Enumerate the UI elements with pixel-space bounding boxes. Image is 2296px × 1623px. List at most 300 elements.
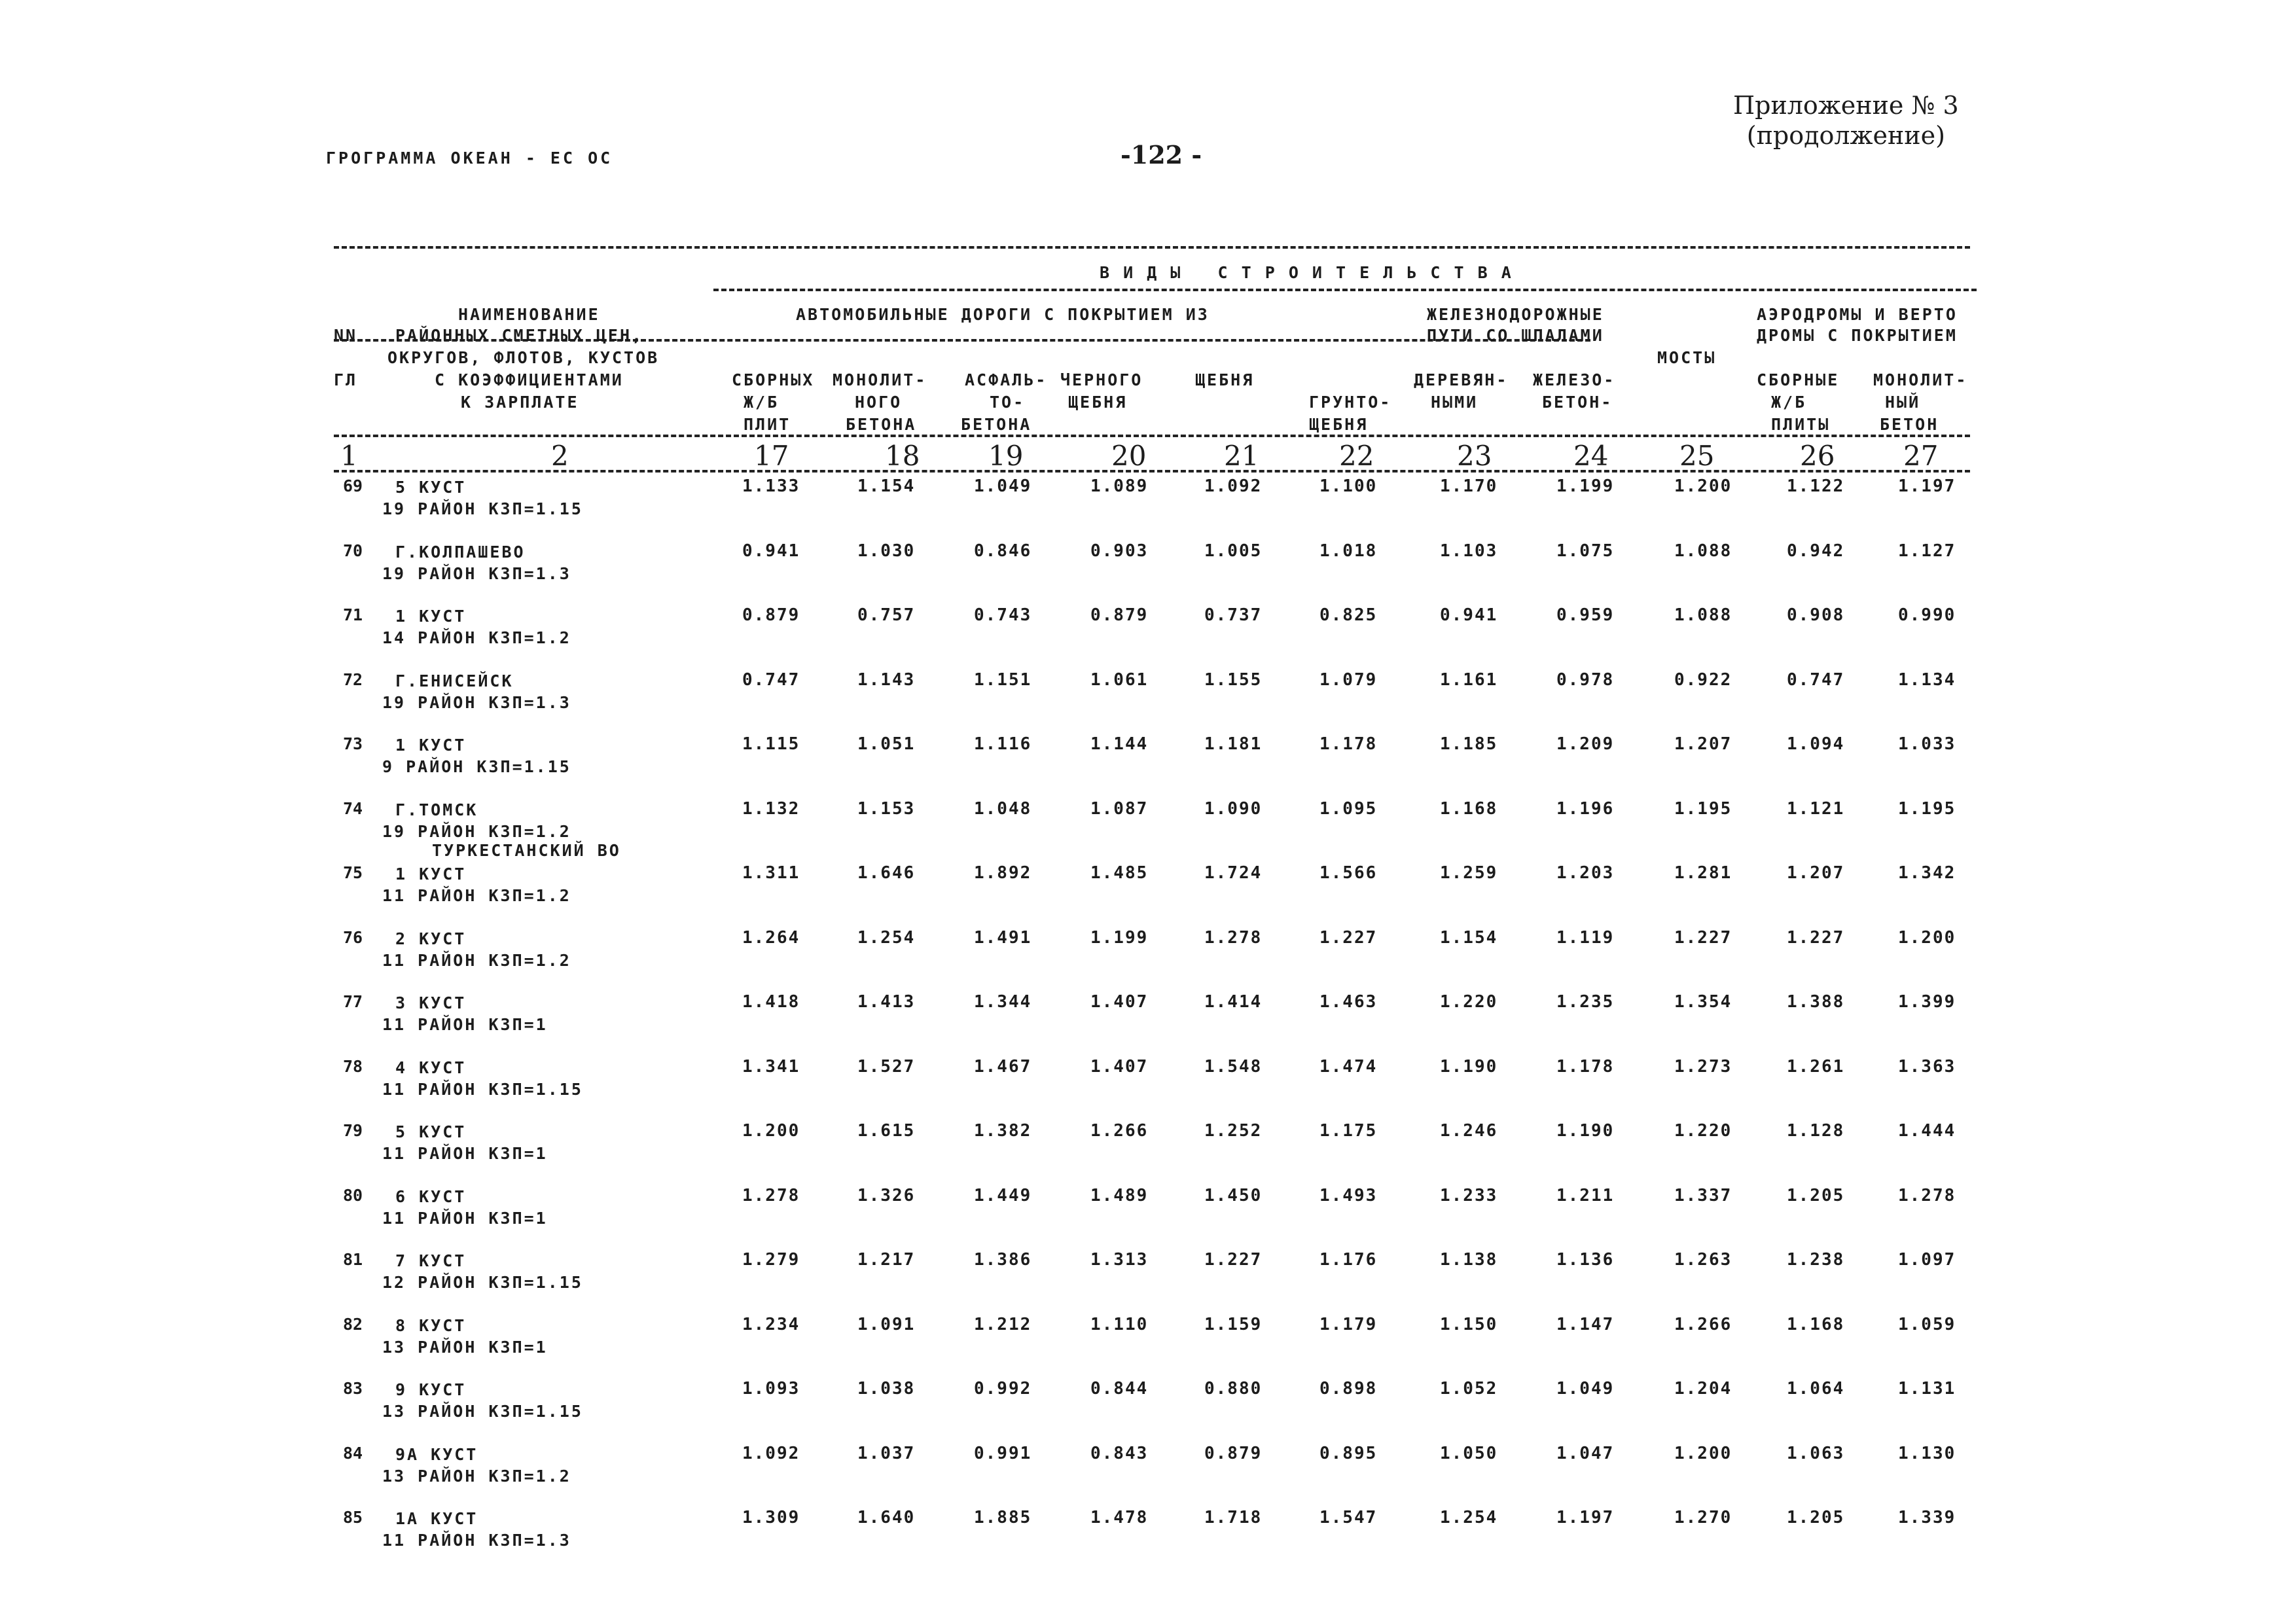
appendix-line1: Приложение № 3 (1733, 91, 1959, 120)
coefficient-cell: 1.399 (1898, 992, 1956, 1012)
coefficient-cell: 0.843 (1090, 1444, 1149, 1463)
table-row (0, 799, 2029, 858)
coefficient-cell: 1.094 (1787, 734, 1845, 754)
row-number: 83 (343, 1379, 363, 1398)
col26-header-1: СБОРНЫЕ (1757, 370, 1840, 389)
row-name-line2: 13 РАЙОН КЗП=1 (382, 1338, 548, 1357)
coefficient-cell: 1.151 (974, 670, 1032, 690)
coefficient-cell: 1.640 (857, 1508, 916, 1527)
table-row (0, 541, 2029, 600)
coefficient-cell: 1.159 (1204, 1315, 1263, 1334)
row-number: 73 (343, 734, 363, 753)
coefficient-cell: 1.207 (1787, 863, 1845, 883)
coefficient-cell: 1.144 (1090, 734, 1149, 754)
col-number-2: 2 (551, 440, 569, 472)
coefficient-cell: 1.273 (1674, 1057, 1732, 1077)
coefficient-cell: 1.048 (974, 799, 1032, 819)
coefficient-cell: 1.005 (1204, 541, 1263, 561)
name-header-3: ОКРУГОВ, ФЛОТОВ, КУСТОВ (387, 348, 660, 367)
row-name-line2: 19 РАЙОН КЗП=1.3 (382, 564, 571, 583)
row-number: 76 (343, 928, 363, 947)
coefficient-cell: 0.922 (1674, 670, 1732, 690)
col-number-23: 23 (1457, 440, 1492, 472)
row-name-line2: 11 РАЙОН КЗП=1.2 (382, 951, 571, 970)
coefficient-cell: 1.049 (974, 476, 1032, 496)
coefficient-cell: 1.339 (1898, 1508, 1956, 1527)
railways-header-1: ЖЕЛЕЗНОДОРОЖНЫЕ (1427, 305, 1604, 324)
coefficient-cell: 1.154 (857, 476, 916, 496)
table-row (0, 841, 2029, 922)
coefficient-cell: 0.879 (1090, 605, 1149, 625)
col23-header-2: НЫМИ (1431, 393, 1479, 412)
row-number: 70 (343, 541, 363, 560)
col24-header-2: БЕТОН- (1542, 393, 1613, 412)
coefficient-cell: 1.207 (1674, 734, 1732, 754)
row-number: 82 (343, 1315, 363, 1334)
row-name (382, 541, 571, 584)
col24-header-1: ЖЕЛЕЗО- (1533, 370, 1616, 389)
coefficient-cell: 0.825 (1319, 605, 1378, 625)
coefficient-cell: 1.493 (1319, 1186, 1378, 1205)
coefficient-cell: 1.037 (857, 1444, 916, 1463)
col17-header-2: Ж/Б (744, 393, 780, 412)
coefficient-cell: 1.478 (1090, 1508, 1149, 1527)
row-name-line2: 9 РАЙОН КЗП=1.15 (382, 757, 571, 776)
bridges-header: МОСТЫ (1657, 348, 1717, 367)
coefficient-cell: 0.942 (1787, 541, 1845, 561)
coefficient-cell: 1.061 (1090, 670, 1149, 690)
row-name-line1: 9А КУСТ (395, 1445, 478, 1464)
coefficient-cell: 1.018 (1319, 541, 1378, 561)
coefficient-cell: 1.646 (857, 863, 916, 883)
airfields-header-1: АЭРОДРОМЫ И ВЕРТО (1757, 305, 1958, 324)
row-name (382, 1186, 548, 1229)
coefficient-cell: 1.227 (1787, 928, 1845, 948)
col19-header-3: БЕТОНА (961, 415, 1032, 434)
coefficient-cell: 1.122 (1787, 476, 1845, 496)
coefficient-cell: 1.388 (1787, 992, 1845, 1012)
coefficient-cell: 1.491 (974, 928, 1032, 948)
coefficient-cell: 0.879 (742, 605, 800, 625)
coefficient-cell: 1.197 (1556, 1508, 1615, 1527)
col27-header-1: МОНОЛИТ- (1873, 370, 1968, 389)
coefficient-cell: 1.131 (1898, 1379, 1956, 1399)
table-row (0, 1315, 2029, 1374)
coefficient-cell: 1.363 (1898, 1057, 1956, 1077)
coefficient-cell: 1.227 (1674, 928, 1732, 948)
row-name-line1: 1 КУСТ (395, 736, 467, 755)
coefficient-cell: 1.449 (974, 1186, 1032, 1205)
row-name-line2: 19 РАЙОН КЗП=1.15 (382, 499, 583, 518)
coefficient-cell: 1.342 (1898, 863, 1956, 883)
table-row (0, 670, 2029, 729)
coefficient-cell: 1.196 (1556, 799, 1615, 819)
coefficient-cell: 1.227 (1319, 928, 1378, 948)
coefficient-cell: 1.181 (1204, 734, 1263, 754)
coefficient-cell: 1.264 (742, 928, 800, 948)
row-name-line1: 5 КУСТ (395, 478, 467, 497)
coefficient-cell: 1.337 (1674, 1186, 1732, 1205)
coefficient-cell: 1.090 (1204, 799, 1263, 819)
coefficient-cell: 1.489 (1090, 1186, 1149, 1205)
coefficient-cell: 1.100 (1319, 476, 1378, 496)
row-number: 79 (343, 1121, 363, 1140)
coefficient-cell: 1.254 (857, 928, 916, 948)
row-name-line1: 4 КУСТ (395, 1058, 467, 1077)
row-name-line1: 8 КУСТ (395, 1316, 467, 1335)
coefficient-cell: 0.990 (1898, 605, 1956, 625)
col-number-19: 19 (988, 440, 1024, 472)
row-name-line1: 6 КУСТ (395, 1187, 467, 1206)
coefficient-cell: 1.147 (1556, 1315, 1615, 1334)
name-header-5: К ЗАРПЛАТЕ (461, 393, 579, 412)
row-name (382, 1379, 583, 1422)
coefficient-cell: 1.235 (1556, 992, 1615, 1012)
coefficient-cell: 1.278 (742, 1186, 800, 1205)
coefficient-cell: 1.168 (1440, 799, 1498, 819)
row-number: 80 (343, 1186, 363, 1205)
coefficient-cell: 1.092 (1204, 476, 1263, 496)
airfields-header-2: ДРОМЫ С ПОКРЫТИЕМ (1757, 326, 1958, 345)
coefficient-cell: 1.088 (1674, 541, 1732, 561)
coefficient-cell: 1.168 (1787, 1315, 1845, 1334)
coefficient-cell: 1.175 (1319, 1121, 1378, 1141)
row-name (382, 1508, 571, 1551)
coefficient-cell: 1.407 (1090, 992, 1149, 1012)
coefficient-cell: 1.263 (1674, 1250, 1732, 1270)
coefficient-cell: 1.179 (1319, 1315, 1378, 1334)
row-number: 74 (343, 799, 363, 818)
row-name-line2: 12 РАЙОН КЗП=1.15 (382, 1273, 583, 1292)
coefficient-cell: 0.908 (1787, 605, 1845, 625)
col20-header-2: ЩЕБНЯ (1068, 393, 1128, 412)
coefficient-cell: 1.467 (974, 1057, 1032, 1077)
coefficient-cell: 1.311 (742, 863, 800, 883)
table-row (0, 1057, 2029, 1116)
coefficient-cell: 0.978 (1556, 670, 1615, 690)
coefficient-cell: 1.270 (1674, 1508, 1732, 1527)
gl-label: ГЛ (334, 370, 358, 389)
col-number-1: 1 (340, 440, 358, 472)
appendix-line2: (продолжение) (1746, 121, 1945, 150)
col27-header-3: БЕТОН (1880, 415, 1939, 434)
coefficient-cell: 1.485 (1090, 863, 1149, 883)
col22-header-1: ГРУНТО- (1309, 393, 1392, 412)
coefficient-cell: 1.087 (1090, 799, 1149, 819)
coefficient-cell: 1.119 (1556, 928, 1615, 948)
row-name-line2: 13 РАЙОН КЗП=1.15 (382, 1402, 583, 1421)
coefficient-cell: 0.895 (1319, 1444, 1378, 1463)
region-group-label: ТУРКЕСТАНСКИЙ ВО (432, 841, 621, 860)
coefficient-cell: 1.266 (1090, 1121, 1149, 1141)
coefficient-cell: 1.227 (1204, 1250, 1263, 1270)
row-name-line1: Г.ТОМСК (395, 800, 478, 819)
coefficient-cell: 1.414 (1204, 992, 1263, 1012)
table-row (0, 1444, 2029, 1503)
coefficient-cell: 1.091 (857, 1315, 916, 1334)
coefficient-cell: 1.418 (742, 992, 800, 1012)
row-name (382, 476, 583, 520)
row-name (382, 1057, 583, 1100)
row-name-line2: 14 РАЙОН КЗП=1.2 (382, 628, 571, 647)
coefficient-cell: 1.548 (1204, 1057, 1263, 1077)
roads-header: АВТОМОБИЛЬНЫЕ ДОРОГИ С ПОКРЫТИЕМ ИЗ (796, 305, 1210, 324)
coefficient-cell: 1.313 (1090, 1250, 1149, 1270)
table-row (0, 1379, 2029, 1438)
coefficient-cell: 1.200 (742, 1121, 800, 1141)
coefficient-cell: 1.079 (1319, 670, 1378, 690)
col-number-22: 22 (1339, 440, 1374, 472)
coefficient-cell: 0.743 (974, 605, 1032, 625)
coefficient-cell: 1.089 (1090, 476, 1149, 496)
coefficient-cell: 1.205 (1787, 1508, 1845, 1527)
col23-header-1: ДЕРЕВЯН- (1414, 370, 1509, 389)
coefficient-cell: 1.386 (974, 1250, 1032, 1270)
coefficient-cell: 1.088 (1674, 605, 1732, 625)
coefficient-cell: 1.200 (1674, 476, 1732, 496)
col19-header-1: АСФАЛЬ- (965, 370, 1048, 389)
coefficient-cell: 1.233 (1440, 1186, 1498, 1205)
coefficient-cell: 1.049 (1556, 1379, 1615, 1399)
railways-header-2: ПУТИ СО ШПАЛАМИ (1427, 326, 1604, 345)
row-name-line2: 11 РАЙОН КЗП=1.3 (382, 1531, 571, 1550)
col-number-21: 21 (1224, 440, 1259, 472)
row-name (382, 1315, 548, 1358)
row-name-line1: Г.ЕНИСЕЙСК (395, 671, 514, 690)
coefficient-cell: 1.204 (1674, 1379, 1732, 1399)
col-number-20: 20 (1111, 440, 1147, 472)
coefficient-cell: 1.259 (1440, 863, 1498, 883)
coefficient-cell: 1.344 (974, 992, 1032, 1012)
appendix-label (1733, 90, 1959, 151)
row-name (382, 1250, 583, 1293)
table-row (0, 1121, 2029, 1180)
row-name-line2: 11 РАЙОН КЗП=1.15 (382, 1080, 583, 1099)
coefficient-cell: 1.121 (1787, 799, 1845, 819)
col20-header-1: ЧЕРНОГО (1060, 370, 1143, 389)
coefficient-cell: 1.527 (857, 1057, 916, 1077)
row-name (382, 928, 571, 971)
coefficient-cell: 1.200 (1898, 928, 1956, 948)
coefficient-cell: 1.150 (1440, 1315, 1498, 1334)
coefficient-cell: 1.220 (1674, 1121, 1732, 1141)
col18-header-3: БЕТОНА (846, 415, 917, 434)
coefficient-cell: 1.063 (1787, 1444, 1845, 1463)
coefficient-cell: 1.254 (1440, 1508, 1498, 1527)
coefficient-cell: 1.199 (1090, 928, 1149, 948)
coefficient-cell: 1.203 (1556, 863, 1615, 883)
coefficient-cell: 0.991 (974, 1444, 1032, 1463)
coefficient-cell: 0.903 (1090, 541, 1149, 561)
col-number-18: 18 (885, 440, 920, 472)
coefficient-cell: 1.278 (1204, 928, 1263, 948)
coefficient-cell: 1.547 (1319, 1508, 1378, 1527)
col-number-27: 27 (1903, 440, 1939, 472)
col26-header-3: ПЛИТЫ (1771, 415, 1831, 434)
coefficient-cell: 1.354 (1674, 992, 1732, 1012)
coefficient-cell: 1.154 (1440, 928, 1498, 948)
coefficient-cell: 1.134 (1898, 670, 1956, 690)
subheader-rule (334, 435, 1970, 437)
coefficient-cell: 1.278 (1898, 1186, 1956, 1205)
table-row (0, 928, 2029, 987)
coefficient-cell: 1.115 (742, 734, 800, 754)
row-name-line2: 11 РАЙОН КЗП=1 (382, 1015, 548, 1034)
row-name (382, 863, 571, 906)
coefficient-cell: 1.341 (742, 1057, 800, 1077)
row-number: 84 (343, 1444, 363, 1463)
coefficient-cell: 1.033 (1898, 734, 1956, 754)
col17-header-1: СБОРНЫХ (732, 370, 815, 389)
coefficient-cell: 1.138 (1440, 1250, 1498, 1270)
coefficient-cell: 1.220 (1440, 992, 1498, 1012)
table-top-rule (334, 246, 1970, 249)
row-name (382, 1444, 571, 1487)
coefficient-cell: 1.326 (857, 1186, 916, 1205)
coefficient-cell: 1.200 (1674, 1444, 1732, 1463)
coefficient-cell: 1.178 (1556, 1057, 1615, 1077)
col19-header-2: ТО- (990, 393, 1026, 412)
col26-header-2: Ж/Б (1771, 393, 1807, 412)
row-name-line1: 9 КУСТ (395, 1380, 467, 1399)
group-rule (713, 289, 1977, 291)
coefficient-cell: 1.566 (1319, 863, 1378, 883)
coefficient-cell: 1.095 (1319, 799, 1378, 819)
table-row (0, 1508, 2029, 1567)
table-row (0, 1186, 2029, 1245)
row-number: 71 (343, 605, 363, 624)
coefficient-cell: 0.941 (742, 541, 800, 561)
coefficient-cell: 1.116 (974, 734, 1032, 754)
coefficient-cell: 1.133 (742, 476, 800, 496)
table-row (0, 605, 2029, 664)
row-name-line2: 11 РАЙОН КЗП=1 (382, 1209, 548, 1228)
coefficient-cell: 0.844 (1090, 1379, 1149, 1399)
row-number: 75 (343, 863, 363, 882)
coefficient-cell: 1.238 (1787, 1250, 1845, 1270)
coefficient-cell: 1.059 (1898, 1315, 1956, 1334)
coefficient-cell: 1.190 (1440, 1057, 1498, 1077)
coefficient-cell: 1.279 (742, 1250, 800, 1270)
coefficient-cell: 0.747 (742, 670, 800, 690)
col-number-24: 24 (1573, 440, 1609, 472)
coefficient-cell: 1.178 (1319, 734, 1378, 754)
row-name-line1: 7 КУСТ (395, 1251, 467, 1270)
coefficient-cell: 0.941 (1440, 605, 1498, 625)
col18-header-2: НОГО (855, 393, 903, 412)
row-name-line1: Г.КОЛПАШЕВО (395, 543, 526, 562)
row-number: 85 (343, 1508, 363, 1527)
coefficient-cell: 1.051 (857, 734, 916, 754)
row-name-line2: 13 РАЙОН КЗП=1.2 (382, 1467, 571, 1486)
name-header-2: РАЙОННЫХ СМЕТНЫХ ЦЕН, (395, 326, 644, 345)
coefficient-cell: 1.097 (1898, 1250, 1956, 1270)
coefficient-cell: 1.130 (1898, 1444, 1956, 1463)
coefficient-cell: 1.143 (857, 670, 916, 690)
page-number: -122 - (1121, 140, 1202, 169)
col-number-17: 17 (754, 440, 789, 472)
coefficient-cell: 1.885 (974, 1508, 1032, 1527)
coefficient-cell: 0.959 (1556, 605, 1615, 625)
row-number: 78 (343, 1057, 363, 1076)
coefficient-cell: 1.128 (1787, 1121, 1845, 1141)
row-number: 81 (343, 1250, 363, 1269)
coefficient-cell: 1.047 (1556, 1444, 1615, 1463)
coefficient-cell: 1.718 (1204, 1508, 1263, 1527)
row-number: 69 (343, 476, 363, 495)
table-row (0, 992, 2029, 1051)
row-name-line1: 5 КУСТ (395, 1122, 467, 1141)
col17-header-3: ПЛИТ (744, 415, 791, 434)
program-title: ГРОГРАММА ОКЕАН - ЕС ОС (326, 149, 613, 168)
coefficient-cell: 1.266 (1674, 1315, 1732, 1334)
row-name (382, 670, 571, 713)
coefficient-cell: 1.212 (974, 1315, 1032, 1334)
coefficient-cell: 1.155 (1204, 670, 1263, 690)
coefficient-cell: 1.153 (857, 799, 916, 819)
row-name-line2: 19 РАЙОН КЗП=1.2 (382, 822, 571, 841)
row-number: 72 (343, 670, 363, 689)
colno-rule (334, 470, 1970, 473)
coefficient-cell: 1.185 (1440, 734, 1498, 754)
table-row (0, 734, 2029, 793)
coefficient-cell: 1.064 (1787, 1379, 1845, 1399)
group-title: В И Д Ы С Т Р О И Т Е Л Ь С Т В А (1100, 263, 1513, 282)
coefficient-cell: 1.474 (1319, 1057, 1378, 1077)
coefficient-cell: 1.136 (1556, 1250, 1615, 1270)
coefficient-cell: 1.197 (1898, 476, 1956, 496)
coefficient-cell: 1.075 (1556, 541, 1615, 561)
row-name (382, 734, 571, 777)
coefficient-cell: 1.132 (742, 799, 800, 819)
row-name (382, 799, 571, 842)
coefficient-cell: 1.190 (1556, 1121, 1615, 1141)
coefficient-cell: 1.281 (1674, 863, 1732, 883)
coefficient-cell: 0.879 (1204, 1444, 1263, 1463)
col27-header-2: НЫЙ (1885, 393, 1921, 412)
coefficient-cell: 1.615 (857, 1121, 916, 1141)
row-name (382, 1121, 548, 1164)
coefficient-cell: 1.382 (974, 1121, 1032, 1141)
row-name (382, 992, 548, 1035)
row-name-line1: 1А КУСТ (395, 1509, 478, 1528)
coefficient-cell: 1.127 (1898, 541, 1956, 561)
coefficient-cell: 1.176 (1319, 1250, 1378, 1270)
coefficient-cell: 1.030 (857, 541, 916, 561)
coefficient-cell: 1.093 (742, 1379, 800, 1399)
table-row (0, 1250, 2029, 1309)
coefficient-cell: 1.092 (742, 1444, 800, 1463)
row-name-line2: 11 РАЙОН КЗП=1.2 (382, 886, 571, 905)
coefficient-cell: 0.747 (1787, 670, 1845, 690)
row-name-line2: 19 РАЙОН КЗП=1.3 (382, 693, 571, 712)
coefficient-cell: 1.444 (1898, 1121, 1956, 1141)
row-name (382, 605, 571, 649)
row-name-line1: 1 КУСТ (395, 607, 467, 626)
coefficient-cell: 0.846 (974, 541, 1032, 561)
coefficient-cell: 1.892 (974, 863, 1032, 883)
col-number-25: 25 (1679, 440, 1715, 472)
coefficient-cell: 1.103 (1440, 541, 1498, 561)
coefficient-cell: 1.211 (1556, 1186, 1615, 1205)
coefficient-cell: 1.261 (1787, 1057, 1845, 1077)
col21-header: ЩЕБНЯ (1195, 370, 1255, 389)
row-name-line2: 11 РАЙОН КЗП=1 (382, 1144, 548, 1163)
row-name-line1: 2 КУСТ (395, 929, 467, 948)
coefficient-cell: 1.209 (1556, 734, 1615, 754)
row-number: 77 (343, 992, 363, 1011)
name-header-1: НАИМЕНОВАНИЕ (458, 305, 600, 324)
